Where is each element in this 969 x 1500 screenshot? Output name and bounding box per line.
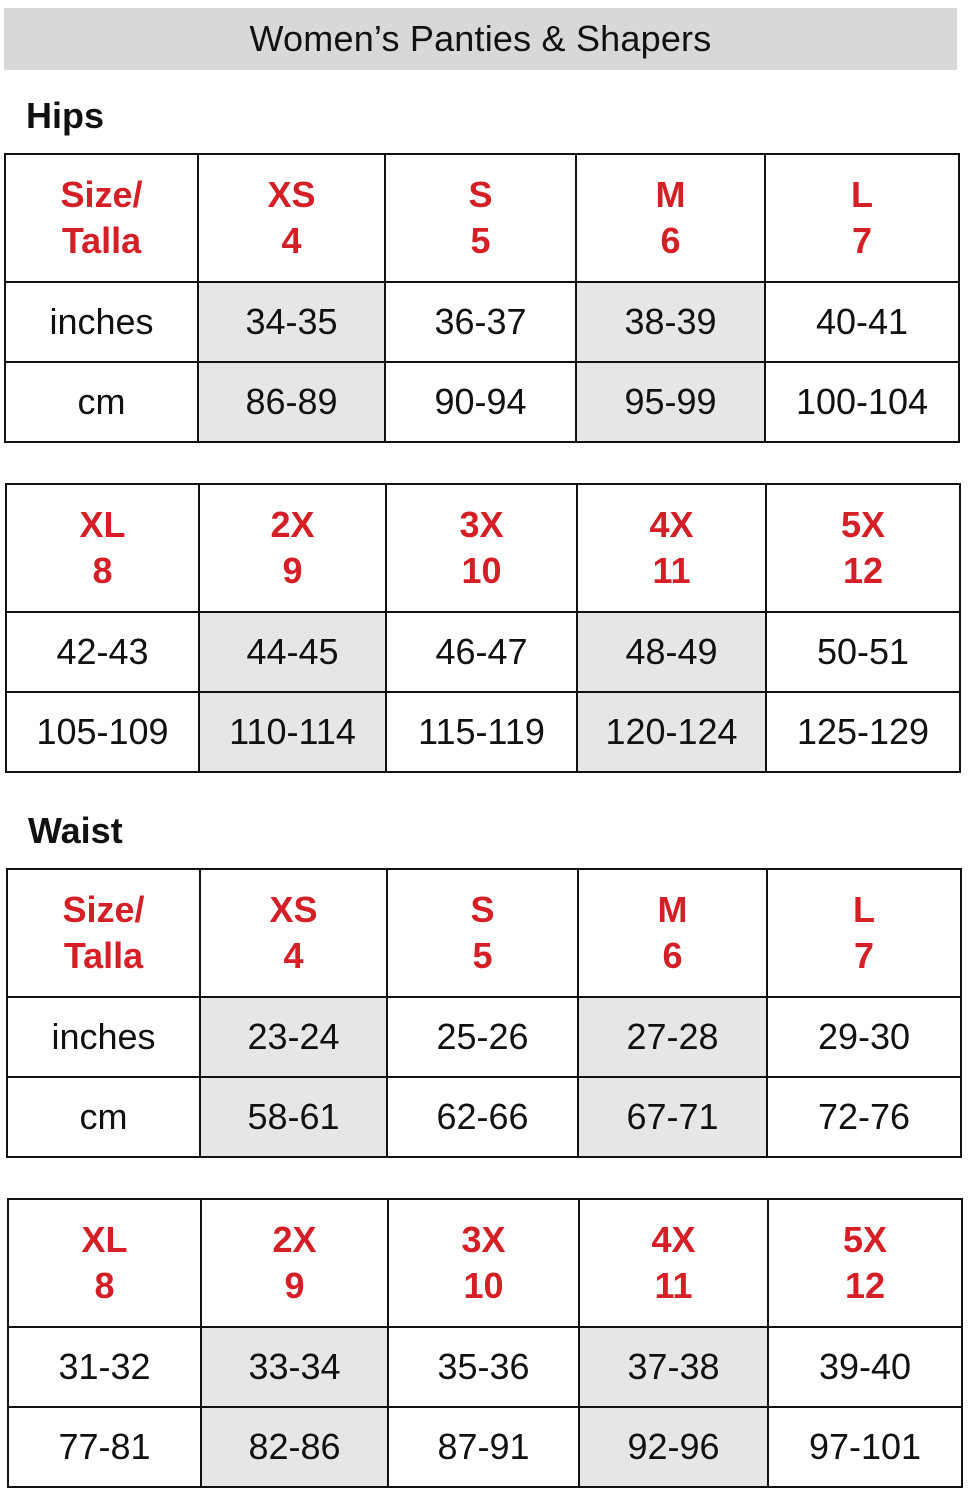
table-cell: 35-36 — [388, 1327, 579, 1407]
table-cell: 62-66 — [387, 1077, 578, 1157]
inches-row — [8, 1327, 962, 1407]
hips-size-table-1 — [4, 153, 960, 443]
size-header-cell: S 5 — [387, 869, 578, 997]
table-cell: 44-45 — [199, 612, 386, 692]
size-header-cell: M 6 — [578, 869, 767, 997]
waist-size-table-1 — [6, 868, 962, 1158]
size-header-cell: 4X 11 — [579, 1199, 768, 1327]
inches-row — [7, 997, 961, 1077]
table-cell: 46-47 — [386, 612, 577, 692]
table-cell: 25-26 — [387, 997, 578, 1077]
page-title: Women’s Panties & Shapers — [249, 18, 712, 59]
size-header-cell: 3X 10 — [386, 484, 577, 612]
table-cell: 48-49 — [577, 612, 766, 692]
inches-row — [5, 282, 959, 362]
size-header-cell: 2X 9 — [199, 484, 386, 612]
hips-size-table-2 — [5, 483, 961, 773]
row-label: inches — [5, 282, 198, 362]
size-header-cell: Size/ Talla — [5, 154, 198, 282]
table-cell: 125-129 — [766, 692, 960, 772]
size-header-cell: L 7 — [767, 869, 961, 997]
cm-row — [6, 692, 960, 772]
table-cell: 39-40 — [768, 1327, 962, 1407]
row-label: cm — [5, 362, 198, 442]
table-cell: 90-94 — [385, 362, 576, 442]
cm-row — [5, 362, 959, 442]
size-header-cell: L 7 — [765, 154, 959, 282]
table-cell: 29-30 — [767, 997, 961, 1077]
table-cell: 110-114 — [199, 692, 386, 772]
size-header-cell: 4X 11 — [577, 484, 766, 612]
table-cell: 115-119 — [386, 692, 577, 772]
inches-row — [6, 612, 960, 692]
size-header-cell: 3X 10 — [388, 1199, 579, 1327]
size-header-row — [7, 869, 961, 997]
cm-row — [7, 1077, 961, 1157]
size-header-cell: 5X 12 — [768, 1199, 962, 1327]
row-label: cm — [7, 1077, 200, 1157]
table-cell: 36-37 — [385, 282, 576, 362]
table-cell: 120-124 — [577, 692, 766, 772]
hips-heading: Hips — [26, 95, 105, 136]
table-cell: 95-99 — [576, 362, 765, 442]
size-header-cell: Size/ Talla — [7, 869, 200, 997]
table-cell: 77-81 — [8, 1407, 201, 1487]
table-cell: 37-38 — [579, 1327, 768, 1407]
table-cell: 38-39 — [576, 282, 765, 362]
waist-heading: Waist — [28, 810, 123, 851]
table-cell: 87-91 — [388, 1407, 579, 1487]
title-bar — [4, 8, 957, 70]
size-header-cell: M 6 — [576, 154, 765, 282]
size-header-cell: S 5 — [385, 154, 576, 282]
table-cell: 100-104 — [765, 362, 959, 442]
table-cell: 34-35 — [198, 282, 385, 362]
size-header-row — [5, 154, 959, 282]
table-cell: 82-86 — [201, 1407, 388, 1487]
size-header-cell: XL 8 — [8, 1199, 201, 1327]
table-cell: 27-28 — [578, 997, 767, 1077]
cm-row — [8, 1407, 962, 1487]
table-cell: 58-61 — [200, 1077, 387, 1157]
size-header-cell: XS 4 — [198, 154, 385, 282]
size-header-cell: 2X 9 — [201, 1199, 388, 1327]
table-cell: 31-32 — [8, 1327, 201, 1407]
table-cell: 92-96 — [579, 1407, 768, 1487]
table-cell: 23-24 — [200, 997, 387, 1077]
size-header-cell: XS 4 — [200, 869, 387, 997]
table-cell: 67-71 — [578, 1077, 767, 1157]
size-header-cell: XL 8 — [6, 484, 199, 612]
table-cell: 105-109 — [6, 692, 199, 772]
table-cell: 97-101 — [768, 1407, 962, 1487]
size-header-row — [8, 1199, 962, 1327]
waist-size-table-2 — [7, 1198, 963, 1488]
table-cell: 50-51 — [766, 612, 960, 692]
table-cell: 33-34 — [201, 1327, 388, 1407]
size-header-row — [6, 484, 960, 612]
size-header-cell: 5X 12 — [766, 484, 960, 612]
table-cell: 86-89 — [198, 362, 385, 442]
table-cell: 40-41 — [765, 282, 959, 362]
row-label: inches — [7, 997, 200, 1077]
table-cell: 72-76 — [767, 1077, 961, 1157]
table-cell: 42-43 — [6, 612, 199, 692]
